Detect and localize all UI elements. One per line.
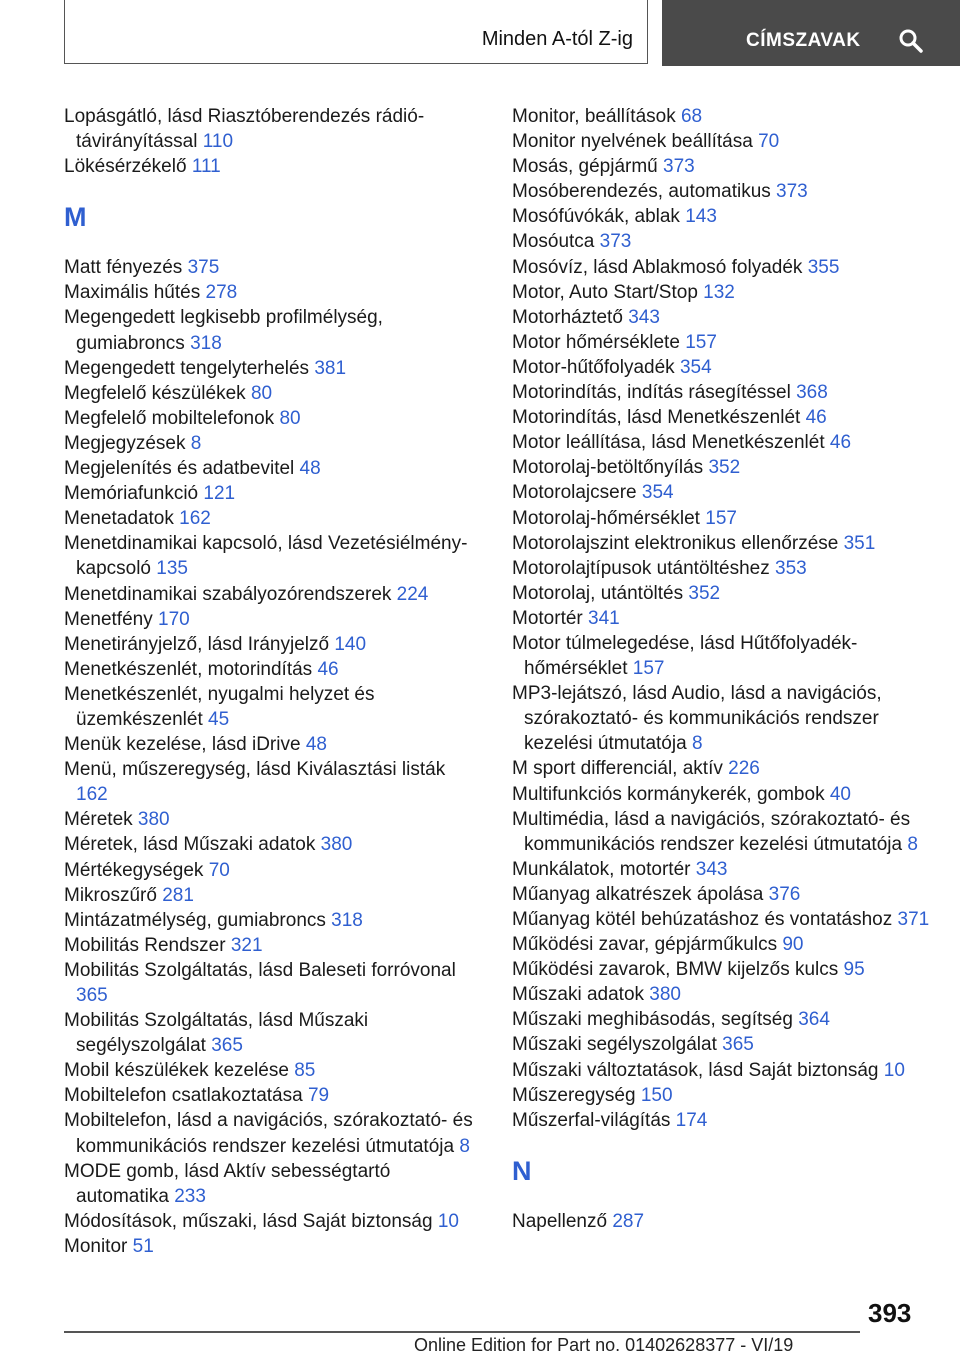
index-entry-text: Motor leállítása, lásd Menetkészenlét <box>512 432 825 454</box>
page-number: 393 <box>868 1298 912 1328</box>
index-entry <box>512 204 930 229</box>
index-entry-text: Megengedett tengelyterhelés <box>64 357 310 379</box>
index-entry-text: Motorolaj, utántöltés <box>512 582 684 604</box>
index-entry-text: Menetkészenlét, nyugalmi helyzet és üzemkészenlét <box>64 683 375 730</box>
index-entry <box>512 455 930 480</box>
index-entry-text: Mosóvíz, lásd Ablakmosó folyadék <box>512 256 803 278</box>
index-entry <box>64 682 480 732</box>
index-entry <box>512 430 930 455</box>
page-reference-link[interactable]: 380 <box>320 834 353 856</box>
index-entry <box>64 632 480 657</box>
index-entry-text: Motorolaj-hőmérséklet <box>512 507 700 529</box>
index-entry <box>64 807 480 832</box>
index-entry-text: Monitor nyelvének beállítása <box>512 131 753 153</box>
index-entry <box>64 1234 480 1259</box>
index-entry-text: Mosás, gépjármű <box>512 156 658 178</box>
index-entry <box>512 355 930 380</box>
index-entry-text: Megjelenítés és adatbevitel <box>64 458 295 480</box>
page-reference-link[interactable]: 48 <box>299 458 321 480</box>
index-entry <box>512 380 930 405</box>
page-reference-link[interactable]: 351 <box>843 532 876 554</box>
index-entry-text: Menük kezelése, lásd iDrive <box>64 734 301 756</box>
page-reference-link[interactable]: 162 <box>76 784 108 806</box>
index-entry <box>64 305 480 355</box>
index-entry <box>64 1108 480 1158</box>
page-reference-link[interactable]: 224 <box>396 583 429 605</box>
index-entry-text: Mintázatmélység, gumiabroncs <box>64 909 326 931</box>
page-reference-link[interactable]: 364 <box>798 1009 830 1031</box>
index-entry <box>512 280 930 305</box>
index-entry-text: Motorindítás, indítás rásegítéssel <box>512 382 791 404</box>
index-entry <box>512 129 930 154</box>
index-entry-text: Működési zavar, gépjárműkulcs <box>512 934 778 956</box>
index-entry <box>64 406 480 431</box>
index-entry <box>512 1007 930 1032</box>
index-entry <box>64 104 480 154</box>
page-reference-link[interactable]: 343 <box>695 858 728 880</box>
index-entry <box>512 506 930 531</box>
page-reference-link[interactable]: 46 <box>317 658 339 680</box>
page-reference-link[interactable]: 80 <box>250 382 273 404</box>
index-column-left <box>64 104 480 1259</box>
page-reference-link[interactable]: 79 <box>307 1085 330 1107</box>
index-entry <box>512 782 930 807</box>
page-reference-link[interactable]: 132 <box>703 281 735 303</box>
page-reference-link[interactable]: 90 <box>782 934 804 956</box>
index-entry-text: Mobil készülékek kezelése <box>64 1060 289 1082</box>
index-entry <box>64 1159 480 1209</box>
page-reference-link[interactable]: 51 <box>132 1235 154 1257</box>
index-entry-text: Méretek <box>64 809 133 831</box>
page-reference-link[interactable]: 157 <box>685 331 717 353</box>
page-reference-link[interactable]: 8 <box>691 733 703 755</box>
index-entry <box>512 932 930 957</box>
index-entry-text: Mobilitás Rendszer <box>64 934 226 956</box>
index-entry-text: Motorolajtípusok utántöltéshez <box>512 557 770 579</box>
page-reference-link[interactable]: 376 <box>768 883 801 905</box>
index-entry-text: Mikroszűrő <box>64 884 157 906</box>
index-entry <box>512 907 930 932</box>
index-entry <box>512 305 930 330</box>
page-reference-link[interactable]: 40 <box>829 783 851 805</box>
index-entry <box>64 933 480 958</box>
index-entry-text: Műszerfal-világítás <box>512 1109 671 1131</box>
index-entry-text: Menü, műszeregység, lásd Kiválasztási listák <box>64 759 446 781</box>
index-entry-text: Műszeregység <box>512 1084 636 1106</box>
index-entry-text: Mosóberendezés, automatikus <box>512 181 771 203</box>
page-reference-link[interactable]: 373 <box>776 181 808 203</box>
index-entry-text: Méretek, lásd Műszaki adatok <box>64 834 316 856</box>
index-entry <box>512 531 930 556</box>
index-entry-text: Monitor, beállítások <box>512 106 676 127</box>
page-reference-link[interactable]: 341 <box>588 607 620 629</box>
page-reference-link[interactable]: 375 <box>187 257 220 279</box>
index-entry <box>512 882 930 907</box>
index-entry <box>512 807 930 857</box>
index-column-right <box>512 104 930 1234</box>
index-entry-text: Motorháztető <box>512 306 623 328</box>
index-entry <box>64 154 480 179</box>
page-reference-link[interactable]: 380 <box>137 809 170 831</box>
index-entry-text: Mosóutca <box>512 231 595 253</box>
index-entry <box>512 857 930 882</box>
index-entry-text: Megjegyzések <box>64 432 186 454</box>
index-entry-text: Menetadatok <box>64 508 174 530</box>
page-reference-link[interactable]: 111 <box>191 156 221 178</box>
page-reference-link[interactable]: 355 <box>807 256 840 278</box>
page-reference-link[interactable]: 343 <box>628 306 660 328</box>
page-reference-link[interactable]: 371 <box>897 909 930 930</box>
page-reference-link[interactable]: 70 <box>208 859 230 881</box>
index-entry-text: Maximális hűtés <box>64 282 201 304</box>
index-entry-text: Mobiltelefon csatlakoztatása <box>64 1085 303 1107</box>
index-entry <box>64 381 480 406</box>
index-entry-text: MODE gomb, lásd Aktív sebességtartó automatika <box>64 1160 391 1207</box>
index-entry <box>64 908 480 933</box>
page-reference-link[interactable]: 365 <box>211 1035 243 1057</box>
index-entry <box>64 732 480 757</box>
index-entry-text: Monitor <box>64 1235 128 1257</box>
index-entry <box>64 607 480 632</box>
index-entry <box>512 982 930 1007</box>
page-reference-link[interactable]: 8 <box>190 432 202 454</box>
page-reference-link[interactable]: 8 <box>459 1135 470 1157</box>
page-reference-link[interactable]: 157 <box>632 658 665 680</box>
page-reference-link[interactable]: 373 <box>599 231 632 253</box>
page-reference-link[interactable]: 365 <box>76 985 108 1006</box>
page-reference-link[interactable]: 368 <box>796 382 828 404</box>
index-entry-text: Módosítások, műszaki, lásd Saját biztonság <box>64 1210 433 1232</box>
edition-note: Online Edition for Part no. 01402628377 - VI/19 <box>414 1335 794 1355</box>
index-entry-text: Megfelelő készülékek <box>64 382 246 404</box>
index-entry <box>512 581 930 606</box>
index-entry <box>512 681 930 756</box>
index-entry-text: Műanyag kötél behúzatáshoz és vontatáshoz <box>512 909 893 930</box>
index-entry-text: Motor, Auto Start/Stop <box>512 281 698 303</box>
index-entry <box>512 1209 930 1234</box>
index-entry-text: Lopásgátló, lásd Riasztóberendezés rádió-távirányítással <box>64 106 425 153</box>
index-entry <box>512 1058 930 1083</box>
page-reference-link[interactable]: 45 <box>208 708 230 730</box>
index-entry-text: MP3-lejátszó, lásd Audio, lásd a navigációs, szórakoztató- és kommunikációs rendszer kezelési útmutatója <box>512 683 882 755</box>
index-entry <box>64 858 480 883</box>
page-reference-link[interactable]: 135 <box>156 558 188 580</box>
page-reference-link[interactable]: 10 <box>437 1210 459 1232</box>
index-entry-text: Motor-hűtőfolyadék <box>512 356 675 378</box>
index-entry <box>64 958 480 1008</box>
index-entry <box>64 1209 480 1234</box>
index-entry-text: Menetkészenlét, motorindítás <box>64 658 313 680</box>
index-letter-heading: M <box>64 202 87 233</box>
footer-divider <box>64 1331 860 1333</box>
index-entry <box>64 481 480 506</box>
header-box <box>64 0 648 64</box>
page-reference-link[interactable]: 170 <box>158 608 190 630</box>
page-reference-link[interactable]: 150 <box>640 1084 673 1106</box>
index-entry-text: Megengedett legkisebb profilmélység, gumiabroncs <box>64 307 383 354</box>
page-reference-link[interactable]: 46 <box>829 432 852 454</box>
page-reference-link[interactable]: 8 <box>907 833 918 855</box>
index-entry <box>64 1008 480 1058</box>
index-entry-text: Munkálatok, motortér <box>512 858 691 880</box>
index-entry <box>64 456 480 481</box>
page-reference-link[interactable]: 354 <box>679 356 712 378</box>
index-entry-text: Műszaki adatok <box>512 984 645 1006</box>
page-reference-link[interactable]: 373 <box>663 156 695 178</box>
index-entry <box>512 154 930 179</box>
index-entry-text: Mobilitás Szolgáltatás, lásd Műszaki segélyszolgálat <box>64 1010 369 1057</box>
index-entry-text: Menetfény <box>64 608 153 630</box>
page-reference-link[interactable]: 381 <box>314 357 347 379</box>
page-reference-link[interactable]: 287 <box>612 1210 645 1232</box>
index-entry-text: Mértékegységek <box>64 859 204 881</box>
index-entry <box>64 1058 480 1083</box>
index-entry <box>64 1083 480 1108</box>
index-entry <box>64 506 480 531</box>
page-reference-link[interactable]: 318 <box>331 909 363 931</box>
index-entry-text: Motorolaj-betöltőnyílás <box>512 457 704 479</box>
index-entry-text: M sport differenciál, aktív <box>512 758 723 780</box>
keywords-tab[interactable] <box>662 0 960 66</box>
page-reference-link[interactable]: 110 <box>202 131 234 153</box>
page-reference-link[interactable]: 46 <box>805 407 827 429</box>
index-entry <box>512 1032 930 1057</box>
page-reference-link[interactable]: 48 <box>305 734 327 756</box>
page-reference-link[interactable]: 157 <box>705 507 737 529</box>
index-entry-text: Műszaki meghibásodás, segítség <box>512 1009 793 1031</box>
page-reference-link[interactable]: 68 <box>680 106 703 127</box>
index-entry <box>512 556 930 581</box>
index-entry-text: Matt fényezés <box>64 257 183 279</box>
index-entry-text: Multimédia, lásd a navigációs, szórakoztató- és kommunikációs rendszer kezelési útmutatója <box>512 808 911 855</box>
index-entry <box>512 179 930 204</box>
index-entry-text: Mobiltelefon, lásd a navigációs, szórakoztató- és kommunikációs rendszer kezelési útmutatója <box>64 1110 473 1157</box>
index-entry-text: Motorolajszint elektronikus ellenőrzése <box>512 532 839 554</box>
index-entry <box>512 606 930 631</box>
index-entry <box>64 883 480 908</box>
page-reference-link[interactable]: 352 <box>708 457 741 479</box>
index-entry-text: Menetirányjelző, lásd Irányjelző <box>64 633 330 655</box>
page-reference-link[interactable]: 10 <box>883 1059 905 1081</box>
index-entry <box>64 255 480 280</box>
index-entry <box>64 280 480 305</box>
page-reference-link[interactable]: 281 <box>162 884 194 906</box>
index-entry-text: Motorindítás, lásd Menetkészenlét <box>512 407 801 429</box>
index-entry-text: Műszaki segélyszolgálat <box>512 1034 717 1056</box>
page-reference-link[interactable]: 354 <box>641 482 674 504</box>
index-entry-text: Motor túlmelegedése, lásd Hűtőfolyadék-hőmérséklet <box>512 632 858 680</box>
index-entry <box>512 104 930 129</box>
index-entry <box>512 756 930 781</box>
page-reference-link[interactable]: 365 <box>722 1034 754 1056</box>
index-entry <box>64 356 480 381</box>
page-reference-link[interactable]: 380 <box>649 984 681 1006</box>
index-entry-text: Lökésérzékelő <box>64 156 187 178</box>
index-entry <box>512 1108 930 1133</box>
index-entry <box>512 405 930 430</box>
index-entry-text: Mosófúvókák, ablak <box>512 206 680 228</box>
index-entry <box>512 957 930 982</box>
keywords-tab-label: CÍMSZAVAK <box>746 30 861 51</box>
index-entry-text: Megfelelő mobiltelefonok <box>64 407 275 429</box>
index-entry-text: Motortér <box>512 607 583 629</box>
index-entry <box>512 1083 930 1108</box>
index-entry <box>64 531 480 581</box>
section-title: Minden A-tól Z-ig <box>481 28 633 50</box>
index-entry <box>64 582 480 607</box>
page-reference-link[interactable]: 318 <box>190 332 222 354</box>
index-entry-text: Motor hőmérséklete <box>512 331 680 353</box>
page-reference-link[interactable]: 174 <box>675 1109 708 1131</box>
page-reference-link[interactable]: 226 <box>728 758 760 780</box>
page-reference-link[interactable]: 162 <box>179 508 211 530</box>
search-icon[interactable] <box>898 28 924 54</box>
index-entry <box>64 657 480 682</box>
index-entry <box>64 832 480 857</box>
index-entry <box>512 330 930 355</box>
index-entry-text: Napellenző <box>512 1210 608 1232</box>
page-reference-link[interactable]: 321 <box>230 934 263 956</box>
index-entry <box>64 431 480 456</box>
page-reference-link[interactable]: 233 <box>174 1185 206 1207</box>
index-letter-heading: N <box>512 1155 532 1186</box>
page-reference-link[interactable]: 278 <box>205 282 238 304</box>
index-entry-text: Menetdinamikai szabályozórendszerek <box>64 583 392 605</box>
index-entry-text: Motorolajcsere <box>512 482 637 504</box>
index-entry <box>512 631 930 681</box>
index-entry-text: Működési zavarok, BMW kijelzős kulcs <box>512 959 839 981</box>
page-reference-link[interactable]: 352 <box>688 582 721 604</box>
index-entry <box>64 757 480 807</box>
page-reference-link[interactable]: 95 <box>843 959 865 981</box>
page-reference-link[interactable]: 70 <box>758 131 780 153</box>
page-reference-link[interactable]: 85 <box>294 1060 316 1082</box>
page-reference-link[interactable]: 121 <box>203 483 236 505</box>
page-reference-link[interactable]: 140 <box>334 633 367 655</box>
index-entry-text: Memóriafunkció <box>64 483 199 505</box>
index-entry <box>512 255 930 280</box>
index-entry <box>512 480 930 505</box>
index-entry-text: Műanyag alkatrészek ápolása <box>512 883 764 905</box>
index-entry-text: Mobilitás Szolgáltatás, lásd Baleseti forróvonal <box>64 959 456 981</box>
index-entry-text: Menetdinamikai kapcsoló, lásd Vezetésiélmény-kapcsoló <box>64 533 468 580</box>
page-reference-link[interactable]: 143 <box>685 206 717 228</box>
page-reference-link[interactable]: 80 <box>279 407 301 429</box>
page-reference-link[interactable]: 353 <box>775 557 807 579</box>
index-entry-text: Multifunkciós kormánykerék, gombok <box>512 783 825 805</box>
index-entry-text: Műszaki változtatások, lásd Saját biztonság <box>512 1059 879 1081</box>
index-entry <box>512 229 930 254</box>
